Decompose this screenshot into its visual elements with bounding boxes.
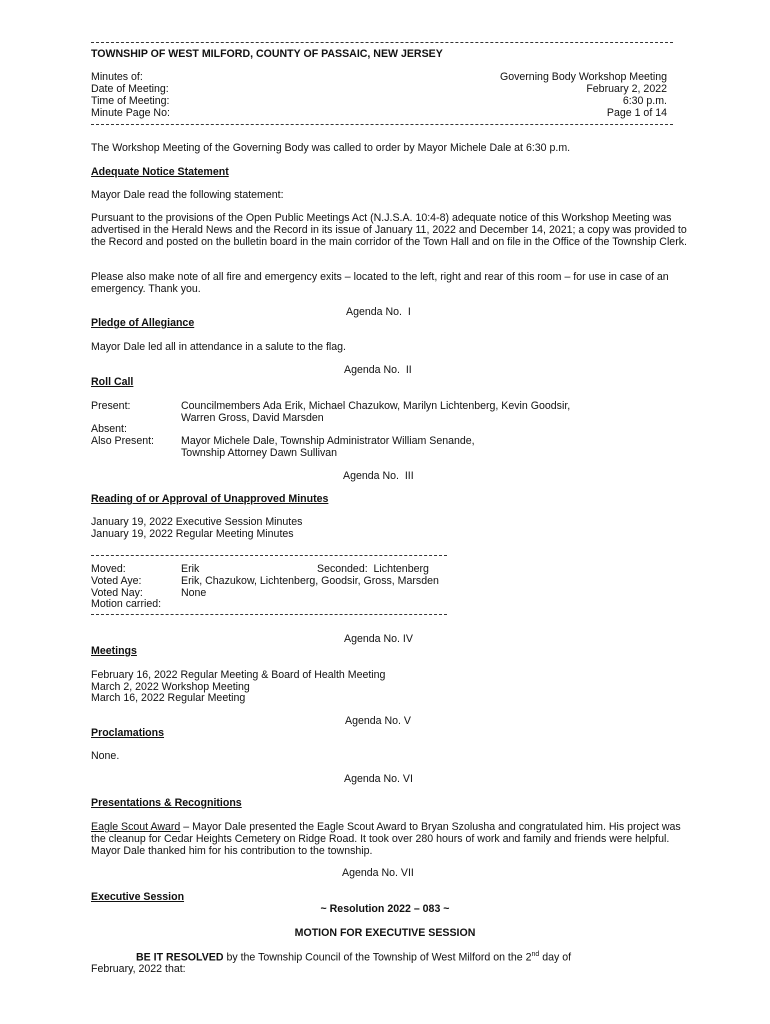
agenda-3-label: Agenda No. III xyxy=(343,470,414,482)
minutes-of-label: Minutes of: xyxy=(91,71,143,83)
voted-nay-value: None xyxy=(181,587,207,599)
top-rule xyxy=(91,42,673,43)
header-bottom-rule xyxy=(91,124,673,125)
agenda-2-label: Agenda No. II xyxy=(344,364,412,376)
minutes-item-2: January 19, 2022 Regular Meeting Minutes xyxy=(91,528,294,540)
agenda-6-label: Agenda No. VI xyxy=(344,773,413,785)
resolved-superscript: nd xyxy=(531,951,540,958)
roll-call-heading: Roll Call xyxy=(91,376,134,388)
date-value: February 2, 2022 xyxy=(586,83,667,95)
resolution-number: ~ Resolution 2022 – 083 ~ xyxy=(320,903,450,915)
eagle-scout-paragraph xyxy=(91,821,689,857)
also-present-label: Also Present: xyxy=(91,435,155,447)
executive-session-heading: Executive Session xyxy=(91,891,185,903)
meeting-item-1: February 16, 2022 Regular Meeting & Board of Health Meeting xyxy=(91,669,386,681)
proclamations-heading: Proclamations xyxy=(91,727,165,739)
township-title: TOWNSHIP OF WEST MILFORD, COUNTY OF PASSAIC, NEW JERSEY xyxy=(91,48,443,60)
date-label: Date of Meeting: xyxy=(91,83,169,95)
present-line-2: Warren Gross, David Marsden xyxy=(181,412,324,424)
also-present-line-1: Mayor Michele Dale, Township Administrator William Senande, xyxy=(181,435,475,447)
resolved-text: by the Township Council of the Township of West Milford on the 2 xyxy=(223,951,532,964)
motion-carried: Motion carried: xyxy=(91,598,162,610)
resolved-line-1 xyxy=(136,951,571,964)
meetings-heading: Meetings xyxy=(91,645,137,657)
pledge-text: Mayor Dale led all in attendance in a salute to the flag. xyxy=(91,341,346,353)
page-label: Minute Page No: xyxy=(91,107,170,119)
moved-value: Erik xyxy=(181,563,200,575)
pledge-heading: Pledge of Allegiance xyxy=(91,317,195,329)
resolved-line-2: February, 2022 that: xyxy=(91,963,186,975)
intro-text: The Workshop Meeting of the Governing Body was called to order by Mayor Michele Dale at 6:30 p.m. xyxy=(91,142,571,154)
page-value: Page 1 of 14 xyxy=(606,107,667,119)
voted-nay-label: Voted Nay: xyxy=(91,587,143,599)
moved-label: Moved: xyxy=(91,563,126,575)
notice-lead: Mayor Dale read the following statement: xyxy=(91,189,284,201)
agenda-1-label: Agenda No. I xyxy=(346,306,411,318)
motion-top-rule xyxy=(91,555,447,556)
absent-label: Absent: xyxy=(91,423,127,435)
present-label: Present: xyxy=(91,400,131,412)
minutes-approval-heading: Reading of or Approval of Unapproved Minutes xyxy=(91,493,329,505)
seconded-text: Seconded: Lichtenberg xyxy=(317,563,429,575)
agenda-7-label: Agenda No. VII xyxy=(342,867,414,879)
agenda-5-label: Agenda No. V xyxy=(345,715,411,727)
meeting-item-3: March 16, 2022 Regular Meeting xyxy=(91,692,246,704)
notice-heading: Adequate Notice Statement xyxy=(91,166,229,178)
proclamations-text: None. xyxy=(91,750,120,762)
minutes-of-value: Governing Body Workshop Meeting xyxy=(499,71,667,83)
presentations-heading: Presentations & Recognitions xyxy=(91,797,242,809)
resolved-tail: day of xyxy=(539,951,572,964)
present-line-1: Councilmembers Ada Erik, Michael Chazukow, Marilyn Lichtenberg, Kevin Goodsir, xyxy=(181,400,571,412)
motion-bottom-rule xyxy=(91,614,447,615)
also-present-line-2: Township Attorney Dawn Sullivan xyxy=(181,447,338,459)
time-label: Time of Meeting: xyxy=(91,95,170,107)
time-value: 6:30 p.m. xyxy=(622,95,667,107)
voted-aye-label: Voted Aye: xyxy=(91,575,142,587)
notice-paragraph-1: Pursuant to the provisions of the Open Public Meetings Act (N.J.S.A. 10:4-8) adequate notice of this Workshop Meeting was advertised in the Herald News and the Record in its issue of January 11, 2022 and December 14, 2021; a copy was provided to the Record and posted on the bulletin board in the main corridor of the Town Hall and on file in the Office of the Township Clerk. xyxy=(91,212,687,248)
agenda-4-label: Agenda No. IV xyxy=(344,633,413,645)
minutes-item-1: January 19, 2022 Executive Session Minutes xyxy=(91,516,303,528)
eagle-scout-text: – Mayor Dale presented the Eagle Scout Award to Bryan Szolusha and congratulated him. His project was the cleanup for Cedar Heights Cemetery on Ridge Road. It took over 280 hours of work and family and friends were helpful. Mayor Dale thanked him for his contribution to the township. xyxy=(91,821,681,857)
motion-title: MOTION FOR EXECUTIVE SESSION xyxy=(294,927,476,939)
meeting-item-2: March 2, 2022 Workshop Meeting xyxy=(91,681,250,693)
eagle-scout-award-label: Eagle Scout Award xyxy=(91,821,181,833)
be-it-resolved: BE IT RESOLVED xyxy=(136,951,224,964)
notice-paragraph-2: Please also make note of all fire and emergency exits – located to the left, right and rear of this room – for use in case of an emergency. Thank you. xyxy=(91,271,669,295)
voted-aye-value: Erik, Chazukow, Lichtenberg, Goodsir, Gross, Marsden xyxy=(181,575,439,587)
